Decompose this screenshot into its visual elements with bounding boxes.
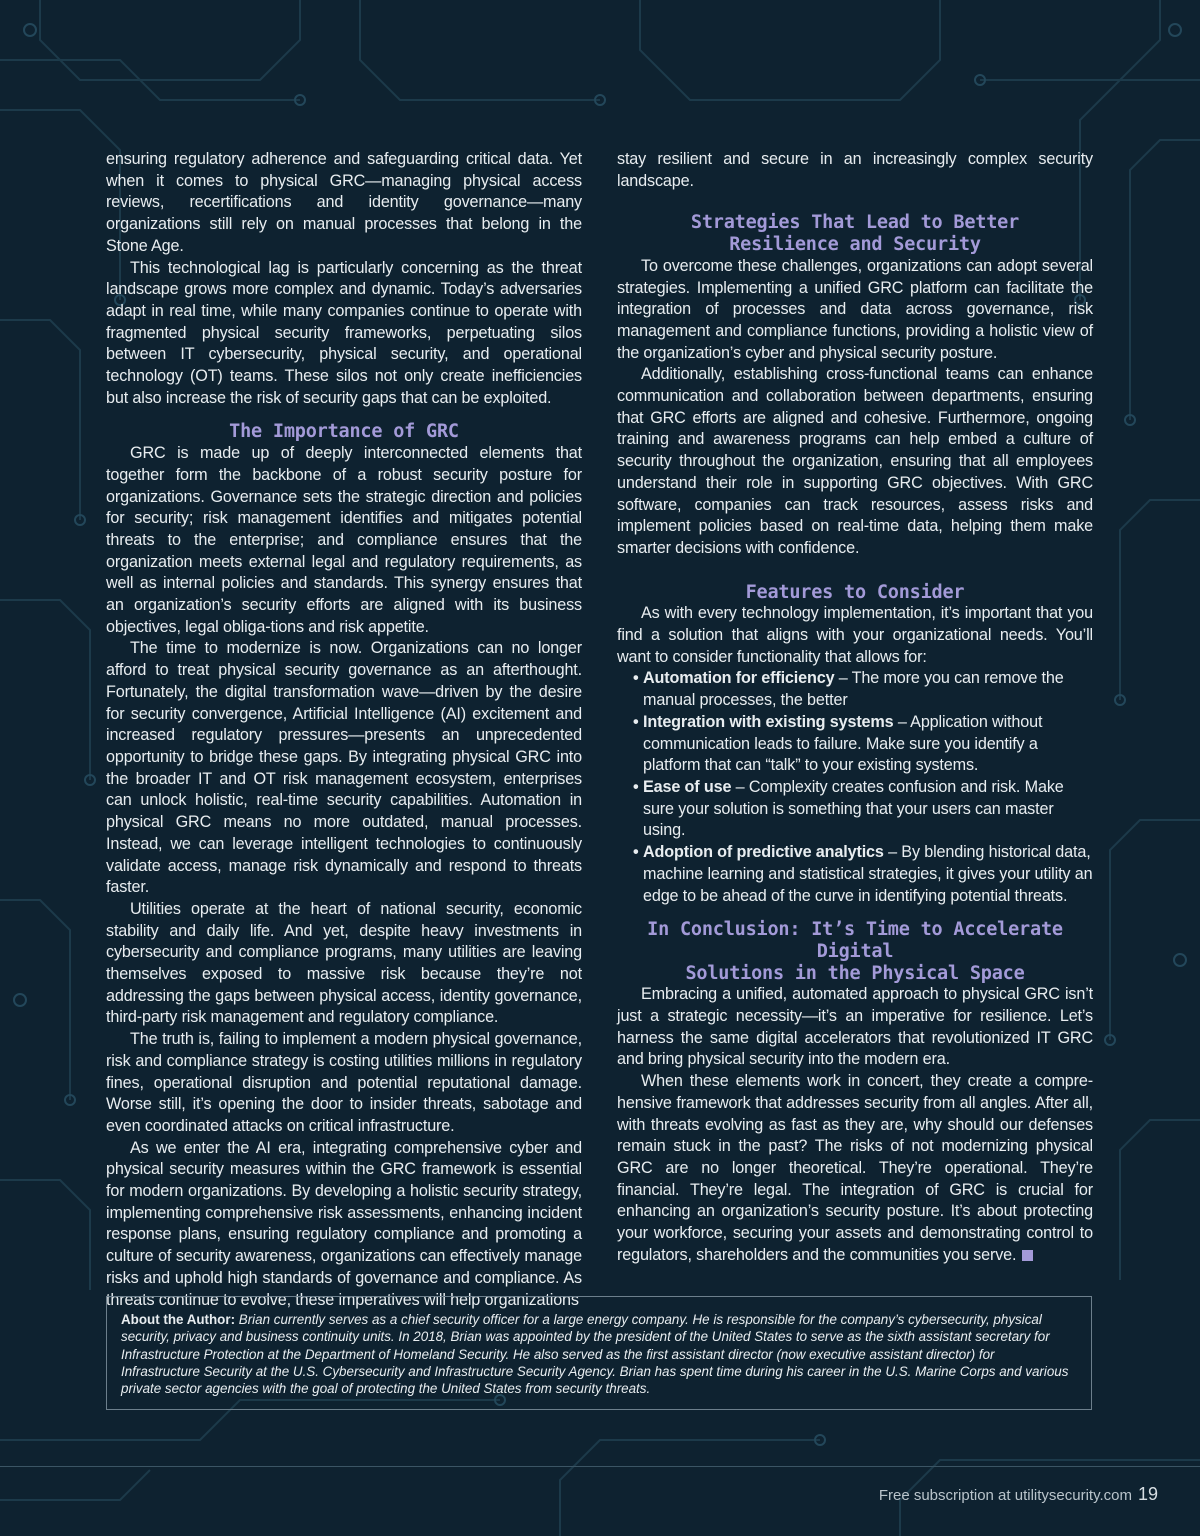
- author-bio-box: [106, 1296, 1092, 1410]
- right-column: [617, 149, 1093, 1266]
- author-label: About the Author:: [121, 1312, 236, 1327]
- list-item: [643, 668, 1093, 711]
- body-paragraph: Additionally, establishing cross-functional teams can enhance communication and collaboration between departments, ensuring that GRC efforts are aligned and cohesive. Furthermore, ongoing training and awareness programs can help embed a culture of security throughout the organization, ensuring that all employees understand their role in supporting GRC objectives. With GRC software, companies can track resources, assess risks and implement policies based on real-time data, helping them make smarter decisions with confidence.: [617, 365, 1093, 557]
- bullet-text: – Complexity creates confusion and risk. Make sure your solution is something that your users can master using.: [643, 777, 1064, 840]
- page-number: 19: [1137, 1484, 1158, 1504]
- section-heading-features: Features to Consider: [745, 581, 965, 603]
- body-paragraph: Utilities operate at the heart of national security, economic stability and daily life. And yet, despite heavy investments in cybersecurity and compliance programs, many utilities are leaving themselves exposed to massive risk because they’re not addressing the gaps between physical access, identity governance, third-party risk management and regulatory compliance.: [106, 899, 582, 1027]
- end-of-article-square-icon: [1022, 1250, 1033, 1261]
- closing-text: When these elements work in concert, they create a compre-hensive framework that addresses security from all angles. After all, with threats evolving as fast as they are, why should our defenses remain stuck in the past? The risks of not modernizing physical GRC are no longer theoretical. They’re operational. They’re financial. They’re legal. The integration of GRC is crucial for enhancing an organization’s security posture. It’s about protecting your workforce, securing your assets and demonstrating control to regulators, shareholders and the communities you serve.: [617, 1072, 1093, 1264]
- bullet-text: – By blending historical data, machine learning and statistical strategies, it gives your utility an edge to be ahead of the curve in identifying potential threats.: [643, 843, 1093, 905]
- bullet-lead: Integration with existing systems: [643, 712, 894, 731]
- heading-line: In Conclusion: It’s Time to Accelerate Digital: [647, 919, 1063, 962]
- list-item: [643, 712, 1093, 777]
- section-heading-strategies: [617, 212, 1093, 255]
- section-heading-conclusion: [617, 919, 1093, 984]
- bullet-lead: Automation for efficiency: [643, 669, 835, 688]
- body-paragraph: To overcome these challenges, organizations can adopt several strategies. Implementing a unified GRC platform can facilitate the integration of processes and data across governance, risk management and compliance functions, providing a holistic view of the organization’s cyber and physical security posture.: [617, 256, 1093, 362]
- body-paragraph: Embracing a unified, automated approach to physical GRC isn’t just a strategic necessity—it’s an imperative for resilience. Let’s harness the same digital accelerators that revolutionized IT GRC and bring physical security into the modern era.: [617, 985, 1093, 1069]
- body-paragraph: stay resilient and secure in an increasingly complex security landscape.: [617, 150, 1093, 190]
- page-footer: [879, 1484, 1158, 1505]
- body-paragraph: As we enter the AI era, integrating comprehensive cyber and physical security measures within the GRC framework is essential for modern organizations. By developing a holistic security strategy, implementing comprehensive risk assessments, enhancing incident response plans, ensuring regulatory compliance and promoting a culture of security awareness, organizations can effectively manage risks and uphold high standards of governance and compliance. As threats continue to evolve, these imperatives will help organizations: [106, 1138, 582, 1309]
- body-paragraph: The time to modernize is now. Organizations can no longer afford to treat physical security governance as an afterthought. Fortunately, the digital transformation wave—driven by the desire for security convergence, Artificial Intelligence (AI) excitement and increased regulatory pressures—presents an unprecedented opportunity to bridge these gaps. By integrating physical GRC into the broader IT and OT risk management ecosystem, enterprises can unlock holistic, real-time security capabilities. Automation in physical GRC means no more outdated, manual processes. Instead, we can leverage intelligent technologies to continuously validate access, manage risk dynamically and respond to threats faster.: [106, 639, 582, 897]
- body-paragraph: GRC is made up of deeply interconnected elements that together form the backbone of a robust security posture for organizations. Governance sets the strategic direction and policies for security; risk management identifies and mitigates potential threats to the enterprise; and compliance ensures that the organization meets external legal and regulatory requirements, as well as internal policies and standards. This synergy ensures that an organization’s security efforts are aligned with its business objectives, legal obliga-tions and risk appetite.: [106, 444, 582, 636]
- heading-line: Solutions in the Physical Space: [685, 962, 1025, 984]
- heading-line: Strategies That Lead to Better: [690, 212, 1020, 234]
- footer-divider: [0, 1466, 1200, 1467]
- bullet-lead: Adoption of predictive analytics: [643, 843, 884, 862]
- heading-line: Resilience and Security: [729, 234, 981, 256]
- section-heading-importance: The Importance of GRC: [229, 421, 459, 443]
- subscription-link[interactable]: Free subscription at utilitysecurity.com: [878, 1487, 1132, 1504]
- body-paragraph: ensuring regulatory adherence and safeguarding critical data. Yet when it comes to physical GRC—managing physical access reviews, recertifications and identity governance—many organizations still rely on manual processes that belong in the Stone Age.: [106, 150, 582, 255]
- body-paragraph: [617, 1071, 1093, 1266]
- features-list: [617, 668, 1093, 907]
- left-column: [106, 149, 582, 1311]
- bullet-text: – The more you can remove the manual processes, the better: [643, 669, 1064, 710]
- list-item: [643, 777, 1093, 842]
- body-paragraph: As with every technology implementation, it’s important that you find a solution that aligns with your organizational needs. You’ll want to consider functionality that allows for:: [617, 604, 1093, 666]
- author-bio-text: Brian currently serves as a chief security officer for a large energy company. He is responsible for the company’s cybersecurity, physical security, privacy and business continuity units. In 2018, Brian was appointed by the president of the United States to serve as the sixth assistant secretary for Infrastructure Protection at the Department of Homeland Security. He also served as the first assistant director (now executive assistant director) for Infrastructure Security at the U.S. Cybersecurity and Infrastructure Security Agency. Brian has spent time during his career in the U.S. Marine Corps and various private sector agencies with the goal of protecting the United States from security threats.: [121, 1312, 1069, 1397]
- body-paragraph: This technological lag is particularly concerning as the threat landscape grows more complex and dynamic. Today’s adversaries adapt in real time, while many companies continue to operate with fragmented physical security frameworks, perpetuating silos between IT cybersecurity, physical security, and operational technology (OT) teams. These silos not only create inefficiencies but also increase the risk of security gaps that can be exploited.: [106, 258, 582, 407]
- list-item: [643, 842, 1093, 907]
- bullet-text: – Application without communication leads to failure. Make sure you identify a platform that can “talk” to your existing systems.: [643, 712, 1043, 775]
- body-paragraph: The truth is, failing to implement a modern physical governance, risk and compliance strategy is costing utilities millions in regulatory fines, operational disruption and potential reputational damage. Worse still, it’s opening the door to insider threats, sabotage and even coordinated attacks on critical infrastructure.: [106, 1030, 582, 1135]
- bullet-lead: Ease of use: [643, 777, 732, 796]
